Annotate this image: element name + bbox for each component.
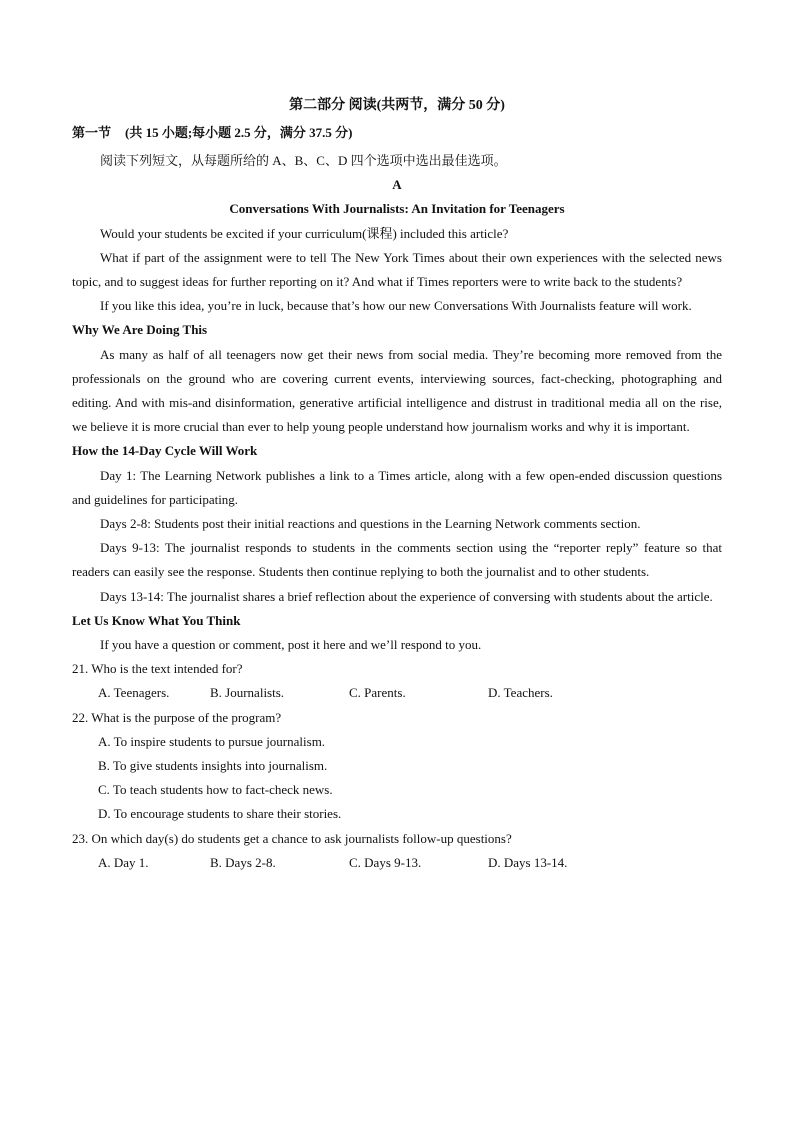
question-stem: 21. Who is the text intended for? (72, 661, 243, 677)
option: D. Days 13-14. (488, 854, 568, 870)
part-title: 第二部分 阅读(共两节，满分 50 分) (289, 98, 505, 113)
section-header (72, 123, 722, 143)
option: B. Journalists. (210, 685, 285, 701)
passage-letter: A (392, 177, 402, 193)
option: D. To encourage students to share their stories. (98, 806, 342, 822)
exam-page (72, 96, 722, 875)
option: C. Days 9-13. (349, 854, 422, 870)
option: A. To inspire students to pursue journalism. (98, 733, 326, 749)
section-info: (共 15 小题;每小题 2.5 分，满分 37.5 分) (125, 125, 353, 140)
section-heading: Let Us Know What You Think (72, 612, 241, 628)
option: A. Day 1. (98, 854, 149, 870)
cycle-item: Days 9-13: The journalist responds to students in the comments section using the “reporter reply” feature so that readers can easily see the response. Students then continue replying to both the journalist and to other students. (72, 540, 722, 580)
option: C. To teach students how to fact-check news. (98, 782, 333, 798)
question-stem: 23. On which day(s) do students get a chance to ask journalists follow-up questions? (72, 830, 512, 846)
paragraph: If you have a question or comment, post it here and we’ll respond to you. (100, 637, 482, 653)
cycle-item: Day 1: The Learning Network publishes a link to a Times article, along with a few open-ended discussion questions and guidelines for participating. (72, 467, 722, 507)
question-stem: 22. What is the purpose of the program? (72, 709, 282, 725)
paragraph: Would your students be excited if your curriculum(课程) included this article? (100, 225, 509, 241)
option-row (72, 851, 722, 875)
passage-title: Conversations With Journalists: An Invitation for Teenagers (229, 201, 565, 217)
instruction: 阅读下列短文，从每题所给的 A、B、C、D 四个选项中选出最佳选项。 (100, 153, 507, 168)
section-heading: How the 14-Day Cycle Will Work (72, 443, 258, 459)
option: D. Teachers. (488, 685, 553, 701)
option-row (72, 681, 722, 705)
option: A. Teenagers. (98, 685, 170, 701)
paragraph: As many as half of all teenagers now get their news from social media. They’re becoming more removed from the professionals on the ground who are covering current events, interviewing sources, fact-checking, photographing and editing. And with mis-and disinformation, generative artificial intelligence and distrust in traditional media all on the rise, we believe it is more crucial than ever to help young people understand how journalism works and why it is important. (72, 346, 722, 435)
paragraph: If you like this idea, you’re in luck, because that’s how our new Conversations With Journalists feature will work. (100, 298, 692, 314)
paragraph: What if part of the assignment were to tell The New York Times about their own experiences with the selected news topic, and to suggest ideas for further reporting on it? And what if Times reporters were to write back to the students? (72, 249, 722, 290)
section-heading: Why We Are Doing This (72, 322, 208, 338)
cycle-item: Days 13-14: The journalist shares a brief reflection about the experience of conversing with students about the article. (100, 588, 713, 604)
option: B. To give students insights into journalism. (98, 758, 328, 774)
option: B. Days 2-8. (210, 854, 276, 870)
section-label: 第一节 (72, 125, 112, 140)
option: C. Parents. (349, 685, 406, 701)
cycle-item: Days 2-8: Students post their initial reactions and questions in the Learning Network comments section. (100, 516, 641, 532)
